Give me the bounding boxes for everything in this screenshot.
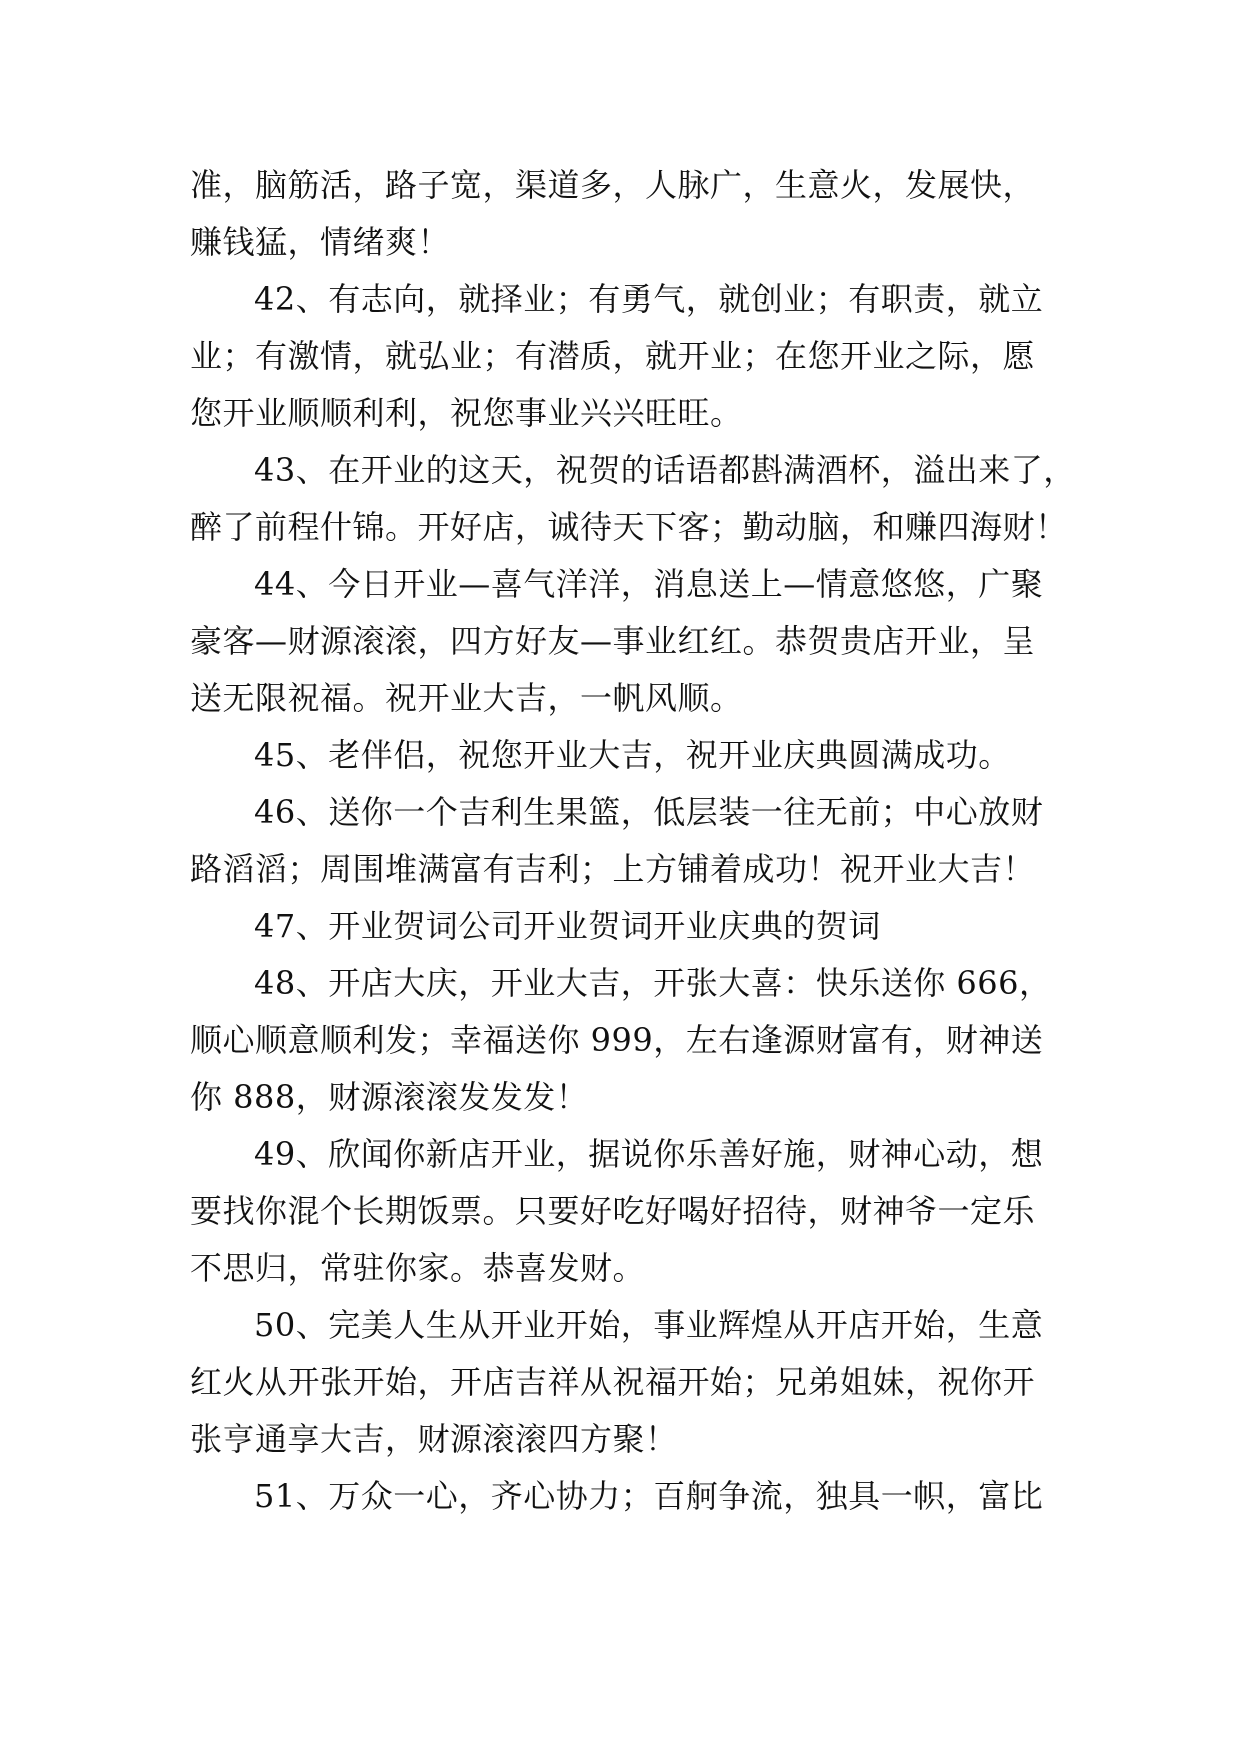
text-line-24: 51、万众一心，齐心协力；百舸争流，独具一帜，富比 bbox=[254, 1477, 1044, 1515]
text-line-9: 豪客—财源滚滚，四方好友—事业红红。恭贺贵店开业，呈 bbox=[190, 622, 1036, 660]
text-line-14: 47、开业贺词公司开业贺词开业庆典的贺词 bbox=[254, 907, 881, 945]
text-line-19: 要找你混个长期饭票。只要好吃好喝好招待，财神爷一定乐 bbox=[190, 1192, 1036, 1230]
text-line-18: 49、欣闻你新店开业，据说你乐善好施，财神心动，想 bbox=[254, 1135, 1044, 1173]
text-line-17: 你 888，财源滚滚发发发！ bbox=[190, 1078, 589, 1116]
text-line-3: 42、有志向，就择业；有勇气，就创业；有职责，就立 bbox=[254, 280, 1044, 318]
text-line-21: 50、完美人生从开业开始，事业辉煌从开店开始，生意 bbox=[254, 1306, 1044, 1344]
text-line-23: 张亨通享大吉，财源滚滚四方聚！ bbox=[190, 1420, 678, 1458]
text-line-2: 赚钱猛，情绪爽！ bbox=[190, 223, 451, 261]
text-line-12: 46、送你一个吉利生果篮，低层装一往无前；中心放财 bbox=[254, 793, 1044, 831]
text-line-5: 您开业顺顺利利，祝您事业兴兴旺旺。 bbox=[190, 394, 743, 432]
text-line-13: 路滔滔；周围堆满富有吉利；上方铺着成功！祝开业大吉！ bbox=[190, 850, 1036, 888]
text-line-22: 红火从开张开始，开店吉祥从祝福开始；兄弟姐妹，祝你开 bbox=[190, 1363, 1036, 1401]
text-line-8: 44、今日开业—喜气洋洋，消息送上—情意悠悠，广聚 bbox=[254, 565, 1044, 603]
text-line-11: 45、老伴侣，祝您开业大吉，祝开业庆典圆满成功。 bbox=[254, 736, 1011, 774]
text-line-1: 准，脑筋活，路子宽，渠道多，人脉广，生意火，发展快， bbox=[190, 166, 1036, 204]
text-line-16: 顺心顺意顺利发；幸福送你 999，左右逢源财富有，财神送 bbox=[190, 1021, 1044, 1059]
text-line-20: 不思归，常驻你家。恭喜发财。 bbox=[190, 1249, 646, 1287]
text-line-15: 48、开店大庆，开业大吉，开张大喜：快乐送你 666， bbox=[254, 964, 1052, 1002]
text-line-7: 醉了前程什锦。开好店，诚待天下客；勤动脑，和赚四海财！ bbox=[190, 508, 1068, 546]
text-line-6: 43、在开业的这天，祝贺的话语都斟满酒杯，溢出来了， bbox=[254, 451, 1076, 489]
text-line-10: 送无限祝福。祝开业大吉，一帆风顺。 bbox=[190, 679, 743, 717]
text-line-4: 业；有激情，就弘业；有潜质，就开业；在您开业之际，愿 bbox=[190, 337, 1036, 375]
